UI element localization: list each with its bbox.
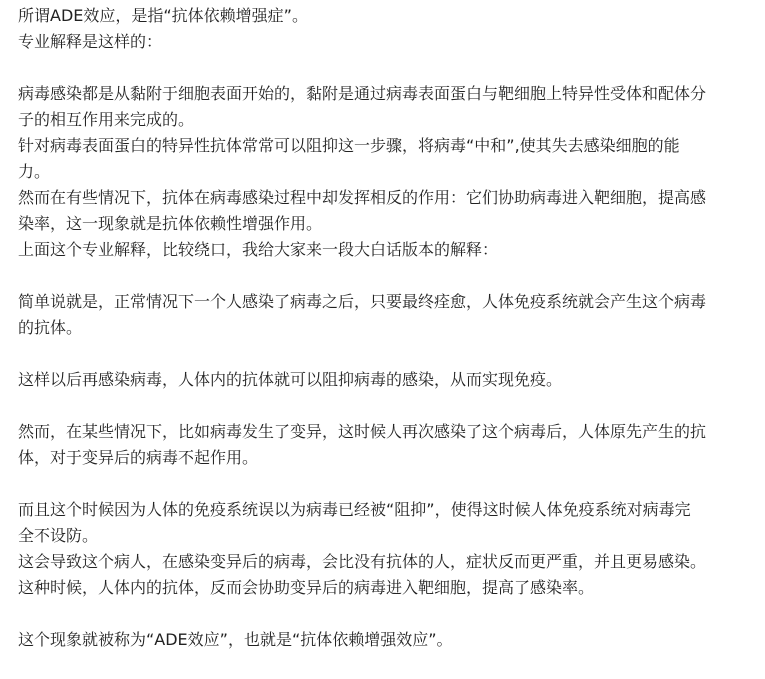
blank-line xyxy=(18,393,747,419)
text-line: 的抗体。 xyxy=(18,318,83,337)
text-line: 这种时候，人体内的抗体，反而会协助变异后的病毒进入靶细胞，提高了感染率。 xyxy=(18,578,595,597)
text-line: 力。 xyxy=(18,162,51,181)
text-line-intro: 所谓ADE效应，是指“抗体依赖增强症”。 xyxy=(18,6,308,25)
text-line: 针对病毒表面蛋白的特异性抗体常常可以阻抑这一步骤，将病毒“中和”,使其失去感染细胞的能 xyxy=(18,136,680,155)
text-line: 染率，这一现象就是抗体依赖性增强作用。 xyxy=(18,214,323,233)
blank-line xyxy=(18,471,747,497)
text-line: 而且这个时候因为人体的免疫系统误以为病毒已经被“阻抑”，使得这时候人体免疫系统对病毒完 xyxy=(18,500,691,519)
text-line: 上面这个专业解释，比较绕口，我给大家来一段大白话版本的解释： xyxy=(18,240,499,259)
text-line: 这会导致这个病人，在感染变异后的病毒，会比没有抗体的人，症状反而更严重，并且更易感染。 xyxy=(18,552,707,571)
text-line-conclusion: 这个现象就被称为“ADE效应”，也就是“抗体依赖增强效应”。 xyxy=(18,630,453,649)
text-line: 这样以后再感染病毒，人体内的抗体就可以阻抑病毒的感染，从而实现免疫。 xyxy=(18,370,563,389)
blank-line xyxy=(18,341,747,367)
text-line: 然而在有些情况下，抗体在病毒感染过程中却发挥相反的作用：它们协助病毒进入靶细胞，提高感 xyxy=(18,188,707,207)
blank-line xyxy=(18,263,747,289)
text-line: 子的相互作用来完成的。 xyxy=(18,110,195,129)
text-line: 病毒感染都是从黏附于细胞表面开始的，黏附是通过病毒表面蛋白与靶细胞上特异性受体和配体分 xyxy=(18,84,707,103)
blank-line xyxy=(18,55,747,81)
text-line: 简单说就是，正常情况下一个人感染了病毒之后，只要最终痊愈，人体免疫系统就会产生这个病毒 xyxy=(18,292,707,311)
blank-line xyxy=(18,601,747,627)
text-line: 然而，在某些情况下，比如病毒发生了变异，这时候人再次感染了这个病毒后，人体原先产生的抗 xyxy=(18,422,707,441)
text-line: 全不设防。 xyxy=(18,526,99,545)
text-line: 体，对于变异后的病毒不起作用。 xyxy=(18,448,259,467)
text-line-professional-heading: 专业解释是这样的： xyxy=(18,32,163,51)
